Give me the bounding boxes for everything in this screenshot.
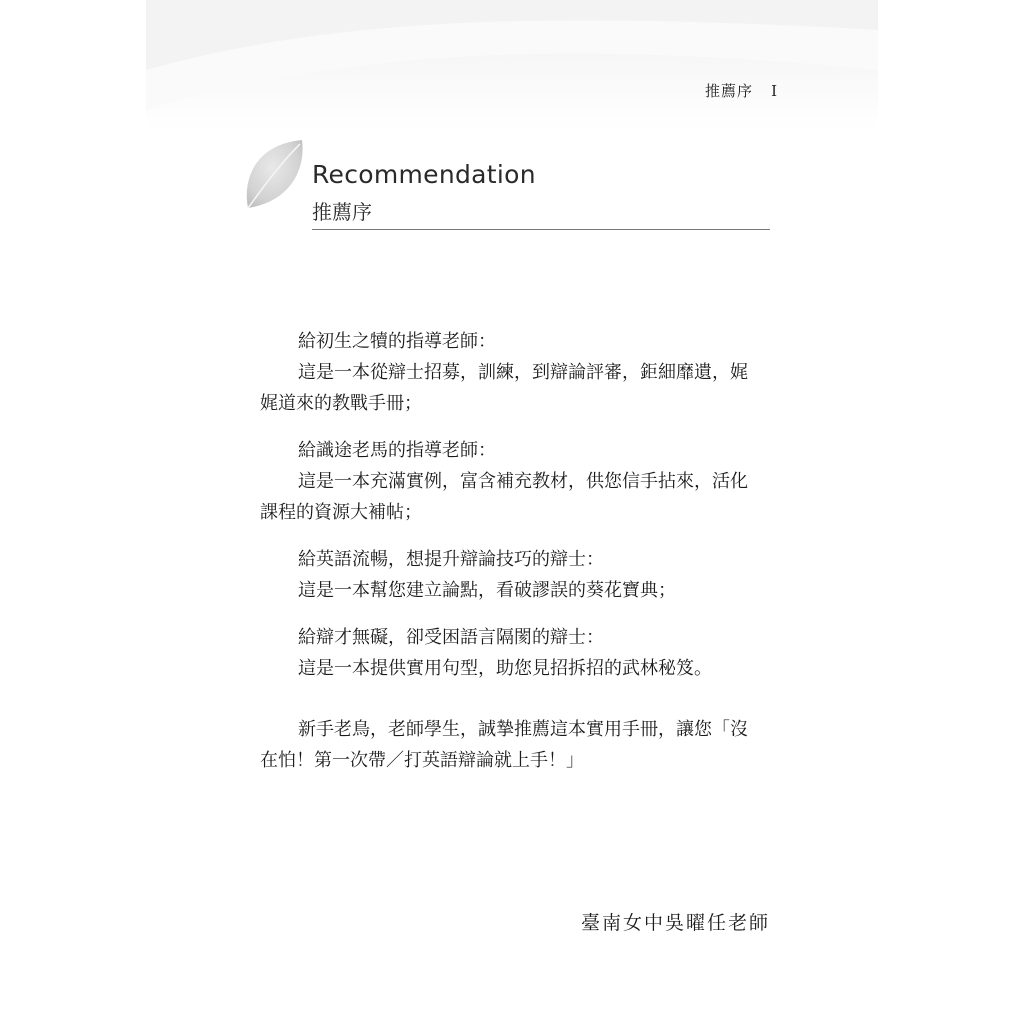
leaf-icon bbox=[240, 136, 310, 212]
paragraph bbox=[260, 435, 772, 528]
closing-paragraph bbox=[260, 714, 772, 776]
paragraph-line: 給英語流暢，想提升辯論技巧的辯士： bbox=[298, 549, 604, 570]
paragraph-line: 這是一本從辯士招募，訓練，到辯論評審，鉅細靡遺，娓 bbox=[298, 362, 748, 383]
running-title: 推薦序 bbox=[705, 82, 754, 100]
paragraph-line: 新手老鳥，老師學生，誠摯推薦這本實用手冊，讓您「沒 bbox=[298, 719, 748, 740]
decorative-swoosh bbox=[146, 0, 878, 130]
paragraph bbox=[260, 622, 772, 684]
heading-chinese: 推薦序 bbox=[312, 200, 372, 224]
paragraph-line: 這是一本幫您建立論點，看破謬誤的葵花寶典； bbox=[298, 580, 676, 601]
paragraph-line: 給初生之犢的指導老師： bbox=[298, 331, 496, 352]
page-number: I bbox=[771, 82, 778, 100]
paragraph-line: 課程的資源大補帖； bbox=[260, 502, 422, 523]
paragraph-line: 給辯才無礙，卻受困語言隔閡的辯士： bbox=[298, 627, 604, 648]
heading-divider bbox=[312, 229, 770, 230]
paragraph bbox=[260, 544, 772, 606]
body-text bbox=[260, 326, 772, 792]
paragraph bbox=[260, 326, 772, 419]
heading-english: Recommendation bbox=[312, 160, 536, 189]
running-header bbox=[705, 80, 778, 101]
paragraph-line: 娓道來的教戰手冊； bbox=[260, 393, 422, 414]
paragraph-line: 這是一本充滿實例，富含補充教材，供您信手拈來，活化 bbox=[298, 471, 748, 492]
paragraph-line: 給識途老馬的指導老師： bbox=[298, 440, 496, 461]
paragraph-line: 這是一本提供實用句型，助您見招拆招的武林秘笈。 bbox=[298, 658, 712, 679]
book-page bbox=[146, 0, 878, 1024]
paragraph-line: 在怕！第一次帶／打英語辯論就上手！」 bbox=[260, 750, 584, 771]
author-signature: 臺南女中吳曜任老師 bbox=[580, 912, 770, 934]
